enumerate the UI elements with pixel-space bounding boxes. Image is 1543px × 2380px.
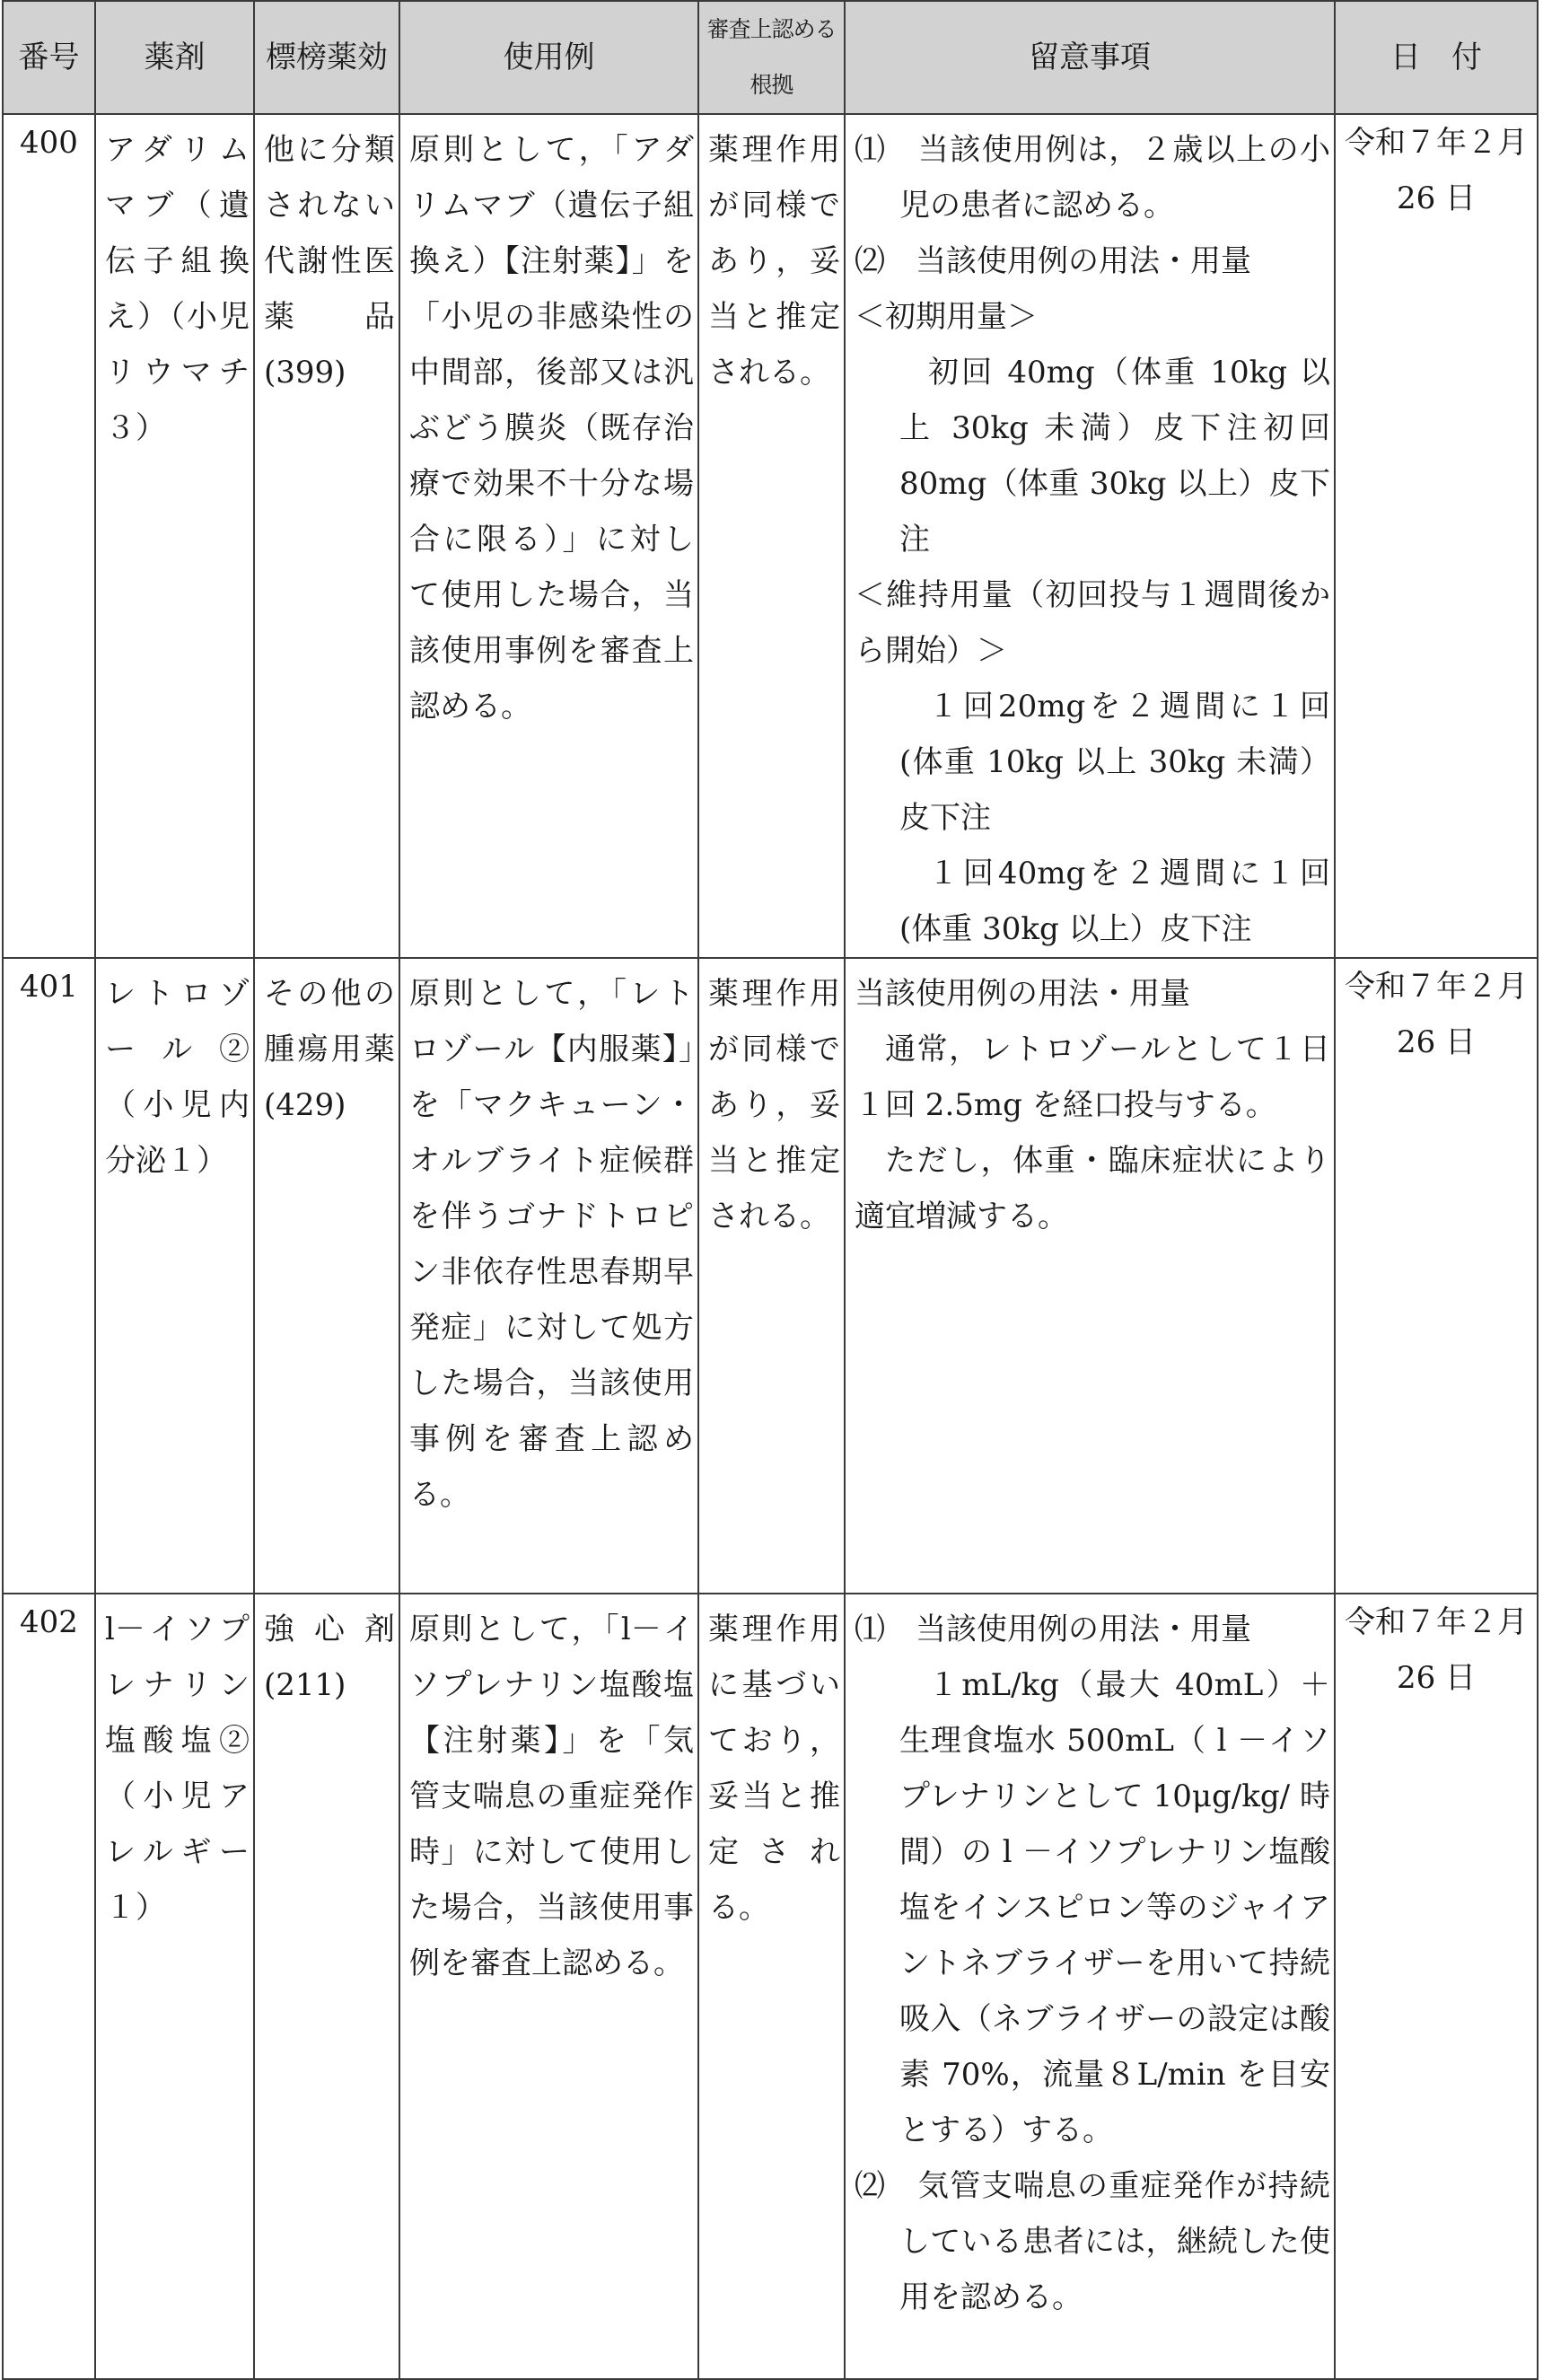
notes-block	[846, 1594, 1334, 2325]
category-cell	[254, 114, 399, 958]
header-category: 標榜薬効	[254, 1, 399, 114]
table-row	[3, 1594, 1538, 2379]
notes-block	[846, 115, 1334, 957]
row-number: 402	[3, 1594, 95, 2379]
usage-text: 原則として，「アダリムマブ（遺伝子組換え）【注射薬】」を「小児の非感染性の中間部，後部又は汎ぶどう膜炎（既存治療で効果不十分な場合に限る）」に対して使用した場合，当該使用事例を審査上認める。	[409, 132, 694, 725]
notes-cell	[845, 1594, 1335, 2379]
note-line: ⑵ 気管支喘息の重症発作が持続している患者には，継続した使用を認める。	[855, 2168, 1330, 2315]
note-line: １回40mgを２週間に１回(体重 30kg 以上）皮下注	[899, 856, 1330, 947]
header-row	[3, 1, 1538, 114]
note-line: ⑴ 当該使用例の用法・用量	[855, 1612, 1251, 1647]
table-row	[3, 114, 1538, 958]
note-line: ⑴ 当該使用例は，２歳以上の小児の患者に認める。	[855, 132, 1330, 224]
category-cell	[254, 958, 399, 1594]
usage-text: 原則として，「レトロゾール【内服薬】」を「マクキューン・オルブライト症候群を伴うゴナドトロピン非依存性思春期早発症」に対して処方した場合，当該使用事例を審査上認める。	[409, 976, 694, 1513]
drug-usage-table	[2, 0, 1539, 2380]
header-date: 日 付	[1335, 1, 1538, 114]
basis-cell	[698, 114, 845, 958]
basis-cell	[698, 958, 845, 1594]
basis-text: 薬理作用に基づいており，妥当と推定される。	[708, 1612, 840, 1926]
date-cell: 令和７年２月 26 日	[1335, 958, 1538, 1594]
drug-name: アダリムマブ（遺伝子組換え）（小児リウマチ３）	[105, 132, 250, 446]
drug-name: l－イソプレナリン塩酸塩②（小児アレルギー１）	[105, 1612, 250, 1926]
note-line: 当該使用例の用法・用量	[855, 976, 1190, 1012]
basis-text: 薬理作用が同様であり，妥当と推定される。	[708, 976, 840, 1234]
note-line: 初回 40mg（体重 10kg 以上 30kg 未満）皮下注初回 80mg（体重 30kg 以上）皮下注	[899, 355, 1330, 558]
drug-category: 強心剤(211)	[264, 1612, 395, 1703]
drug-name: レトロゾール②（小児内分泌１）	[105, 976, 250, 1179]
header-basis: 審査上認める根拠	[698, 1, 845, 114]
drug-name-cell	[95, 1594, 254, 2379]
note-line: ＜維持用量（初回投与１週間後から開始）＞	[855, 577, 1330, 669]
date-cell: 令和７年２月 26 日	[1335, 114, 1538, 958]
note-line: 通常，レトロゾールとして１日１回 2.5mg を経口投与する。	[855, 1032, 1330, 1123]
basis-text: 薬理作用が同様であり，妥当と推定される。	[708, 132, 840, 391]
usage-cell	[399, 1594, 698, 2379]
table-row	[3, 958, 1538, 1594]
row-number: 401	[3, 958, 95, 1594]
drug-category: 他に分類されない代謝性医薬品(399)	[264, 132, 395, 391]
header-notes: 留意事項	[845, 1, 1335, 114]
header-usage: 使用例	[399, 1, 698, 114]
usage-cell	[399, 958, 698, 1594]
row-number: 400	[3, 114, 95, 958]
date-cell: 令和７年２月 26 日	[1335, 1594, 1538, 2379]
notes-cell	[845, 958, 1335, 1594]
header-drug: 薬剤	[95, 1, 254, 114]
note-line: ＜初期用量＞	[855, 299, 1038, 335]
header-number: 番号	[3, 1, 95, 114]
note-line: ただし，体重・臨床症状により適宜増減する。	[855, 1143, 1330, 1234]
basis-cell	[698, 1594, 845, 2379]
note-line: ⑵ 当該使用例の用法・用量	[855, 243, 1251, 279]
notes-cell	[845, 114, 1335, 958]
usage-text: 原則として，「l－イソプレナリン塩酸塩【注射薬】」を「気管支喘息の重症発作時」に対して使用した場合，当該使用事例を審査上認める。	[409, 1612, 694, 1981]
drug-name-cell	[95, 114, 254, 958]
drug-name-cell	[95, 958, 254, 1594]
notes-block	[846, 959, 1334, 1244]
note-line: １回20mgを２週間に１回(体重 10kg 以上 30kg 未満）皮下注	[899, 689, 1330, 836]
category-cell	[254, 1594, 399, 2379]
note-line: １mL/kg（最大 40mL）＋生理食塩水 500mL（ l －イソプレナリンとして 10μg/kg/ 時間）の l －イソプレナリン塩酸塩をインスピロン等のジャイアントネブライザーを用いて持続吸入（ネブライザーの設定は酸素 70%，流量８L/min を目安とする）する。	[899, 1667, 1330, 2148]
usage-cell	[399, 114, 698, 958]
drug-category: その他の腫瘍用薬(429)	[264, 976, 395, 1123]
